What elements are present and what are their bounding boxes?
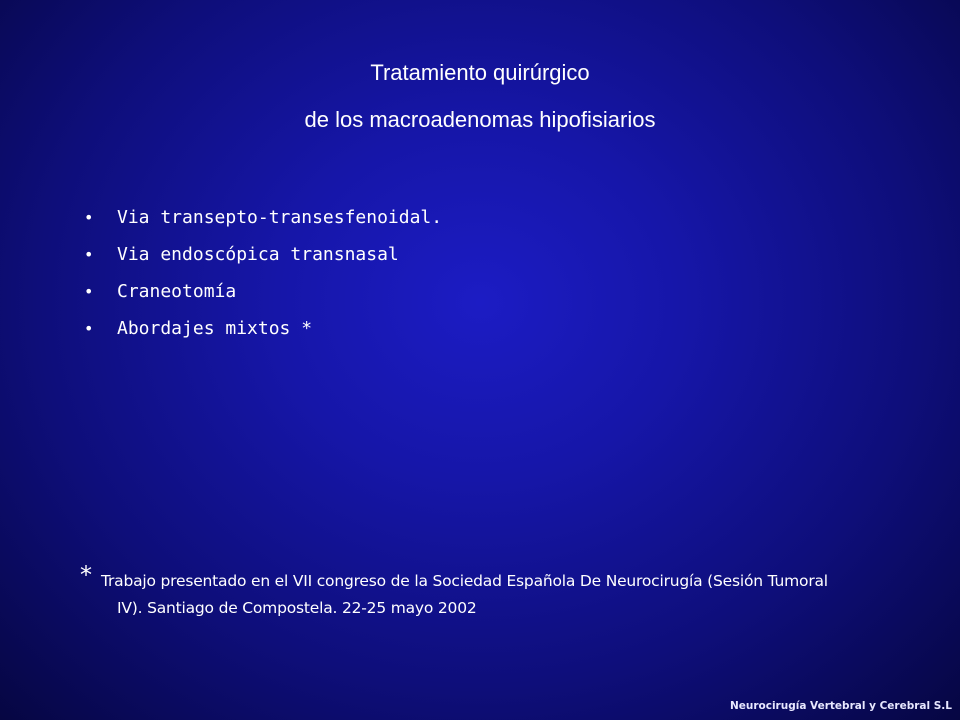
bullet-icon: • [84, 319, 94, 338]
bullet-icon: • [84, 282, 94, 301]
footnote-marker: * [80, 561, 92, 589]
title-line-2: de los macroadenomas hipofisiarios [304, 107, 656, 132]
title-line-1: Tratamiento quirúrgico [370, 60, 590, 85]
credit-text: Neurocirugía Vertebral y Cerebral S.L [729, 700, 952, 712]
footnote [80, 561, 908, 622]
bullet-icon: • [84, 208, 94, 227]
bullet-list [84, 206, 844, 354]
footnote-line-1: Trabajo presentado en el VII congreso de la Sociedad Española De Neurocirugía (Sesión Tumoral [101, 572, 828, 590]
bullet-item [84, 317, 844, 354]
slide-title [0, 62, 960, 131]
bullet-icon: • [84, 245, 94, 264]
bullet-text: Abordajes mixtos * [117, 318, 313, 339]
bullet-text: Via transepto-transesfenoidal. [117, 207, 443, 228]
bullet-text: Via endoscópica transnasal [117, 244, 399, 265]
bullet-item [84, 206, 844, 243]
bullet-item [84, 243, 844, 280]
bullet-text: Craneotomía [117, 281, 237, 302]
footnote-line-2: IV). Santiago de Compostela. 22-25 mayo 2002 [117, 599, 477, 617]
bullet-item [84, 280, 844, 317]
